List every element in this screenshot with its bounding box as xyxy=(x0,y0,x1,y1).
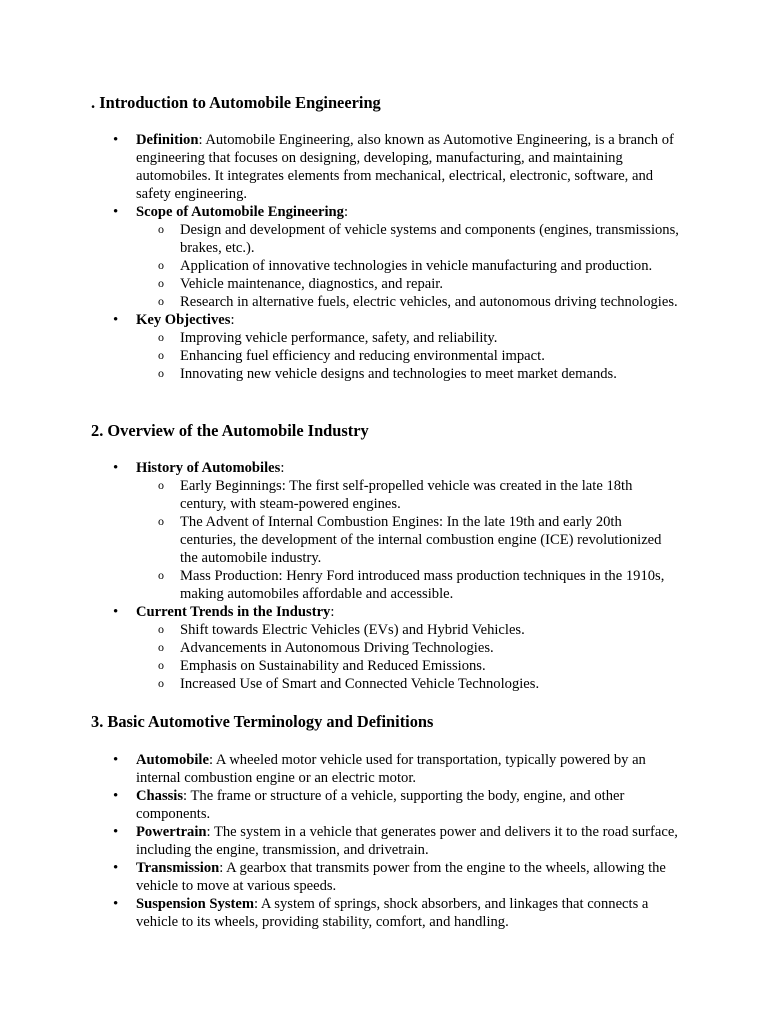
bullet-icon: • xyxy=(113,896,119,912)
bullet-icon: • xyxy=(113,312,119,328)
sub-list xyxy=(136,477,680,603)
sub-item-text: Enhancing fuel efficiency and reducing environmental impact. xyxy=(180,348,545,364)
sub-item-text: Shift towards Electric Vehicles (EVs) and Hybrid Vehicles. xyxy=(180,622,525,638)
sub-list-item xyxy=(158,347,680,365)
circle-bullet-icon: o xyxy=(158,222,164,236)
sub-item-text: Increased Use of Smart and Connected Vehicle Technologies. xyxy=(180,676,540,692)
circle-bullet-icon: o xyxy=(158,366,164,380)
sub-list-item xyxy=(158,257,680,275)
sub-item-text: Emphasis on Sustainability and Reduced Emissions. xyxy=(180,658,486,674)
item-term: History of Automobiles xyxy=(136,460,281,476)
list-item xyxy=(0,787,768,823)
circle-bullet-icon: o xyxy=(158,348,164,362)
list-item xyxy=(0,823,768,859)
item-term: Definition xyxy=(136,132,199,148)
bullet-list xyxy=(0,131,768,383)
circle-bullet-icon: o xyxy=(158,676,164,690)
circle-bullet-icon: o xyxy=(158,568,164,582)
sub-list xyxy=(136,621,680,693)
sub-item-text: Design and development of vehicle systems and components (engines, transmissions, brakes, etc.). xyxy=(180,222,679,256)
sub-item-text: Advancements in Autonomous Driving Technologies. xyxy=(180,640,494,656)
sub-list-item xyxy=(158,477,680,513)
item-text: : xyxy=(330,604,335,620)
bullet-icon: • xyxy=(113,604,119,620)
sub-list-item xyxy=(158,221,680,257)
item-text: : A system of springs, shock absorbers, and linkages that connects a vehicle to its wheels, providing stability, comfort, and handling. xyxy=(136,896,649,930)
item-text: : A wheeled motor vehicle used for transportation, typically powered by an internal combustion engine or an electric motor. xyxy=(136,752,646,786)
list-item xyxy=(0,603,768,693)
list-item xyxy=(0,459,768,603)
item-text: : Automobile Engineering, also known as Automotive Engineering, is a branch of engineering that focuses on designing, developing, manufacturing, and maintaining automobiles. It integrates elements from mechanical, electrical, electronic, software, and safety engineering. xyxy=(136,132,674,202)
sub-item-text: Research in alternative fuels, electric vehicles, and autonomous driving technologies. xyxy=(180,294,678,310)
sub-list-item xyxy=(158,513,680,567)
circle-bullet-icon: o xyxy=(158,640,164,654)
bullet-icon: • xyxy=(113,460,119,476)
bullet-icon: • xyxy=(113,132,119,148)
list-item xyxy=(0,203,768,311)
item-term: Chassis xyxy=(136,788,184,804)
item-text: : The frame or structure of a vehicle, supporting the body, engine, and other components. xyxy=(136,788,625,822)
sub-list-item xyxy=(158,329,680,347)
bullet-icon: • xyxy=(113,204,119,220)
sub-list-item xyxy=(158,275,680,293)
sub-item-text: Improving vehicle performance, safety, and reliability. xyxy=(180,330,498,346)
circle-bullet-icon: o xyxy=(158,330,164,344)
circle-bullet-icon: o xyxy=(158,478,164,492)
item-text: : A gearbox that transmits power from the engine to the wheels, allowing the vehicle to move at various speeds. xyxy=(136,860,666,894)
circle-bullet-icon: o xyxy=(158,294,164,308)
sub-list-item xyxy=(158,567,680,603)
circle-bullet-icon: o xyxy=(158,658,164,672)
bullet-list xyxy=(0,459,768,693)
item-text: : The system in a vehicle that generates power and delivers it to the road surface, including the engine, transmission, and drivetrain. xyxy=(136,824,678,858)
sub-item-text: Application of innovative technologies in vehicle manufacturing and production. xyxy=(180,258,653,274)
circle-bullet-icon: o xyxy=(158,258,164,272)
section-heading: 2. Overview of the Automobile Industry xyxy=(91,421,369,440)
sub-list xyxy=(136,221,680,311)
bullet-list xyxy=(0,751,768,931)
circle-bullet-icon: o xyxy=(158,276,164,290)
list-item xyxy=(0,751,768,787)
sub-item-text: The Advent of Internal Combustion Engines: In the late 19th and early 20th centuries, the development of the internal combustion engine (ICE) revolutionized the automobile industry. xyxy=(180,514,662,566)
item-term: Powertrain xyxy=(136,824,207,840)
list-item xyxy=(0,311,768,383)
sub-item-text: Vehicle maintenance, diagnostics, and repair. xyxy=(180,276,443,292)
item-term: Suspension System xyxy=(136,896,255,912)
item-term: Key Objectives xyxy=(136,312,231,328)
item-text: : xyxy=(343,204,349,220)
bullet-icon: • xyxy=(113,752,119,768)
circle-bullet-icon: o xyxy=(158,514,164,528)
bullet-icon: • xyxy=(113,788,119,804)
bullet-icon: • xyxy=(113,860,119,876)
sub-list-item xyxy=(158,365,680,383)
item-term: Transmission xyxy=(136,860,220,876)
list-item xyxy=(0,131,768,203)
sub-list-item xyxy=(158,293,680,311)
item-term: Automobile xyxy=(136,752,209,768)
sub-list-item xyxy=(158,639,680,657)
sub-item-text: Mass Production: Henry Ford introduced mass production techniques in the 1910s, making automobiles affordable and accessible. xyxy=(180,568,665,602)
item-text: : xyxy=(230,312,235,328)
bullet-icon: • xyxy=(113,824,119,840)
item-text: : xyxy=(280,460,285,476)
sub-item-text: Innovating new vehicle designs and technologies to meet market demands. xyxy=(180,366,617,382)
sub-list-item xyxy=(158,621,680,639)
sub-item-text: Early Beginnings: The first self-propelled vehicle was created in the late 18th century, with steam-powered engines. xyxy=(180,478,633,512)
item-term: Current Trends in the Industry xyxy=(136,604,331,620)
list-item xyxy=(0,859,768,895)
item-term: Scope of Automobile Engineering xyxy=(136,204,344,220)
sub-list-item xyxy=(158,675,680,693)
sub-list xyxy=(136,329,680,383)
section-heading: 3. Basic Automotive Terminology and Definitions xyxy=(91,712,434,731)
sub-list-item xyxy=(158,657,680,675)
list-item xyxy=(0,895,768,931)
section-heading: . Introduction to Automobile Engineering xyxy=(91,93,381,112)
circle-bullet-icon: o xyxy=(158,622,164,636)
